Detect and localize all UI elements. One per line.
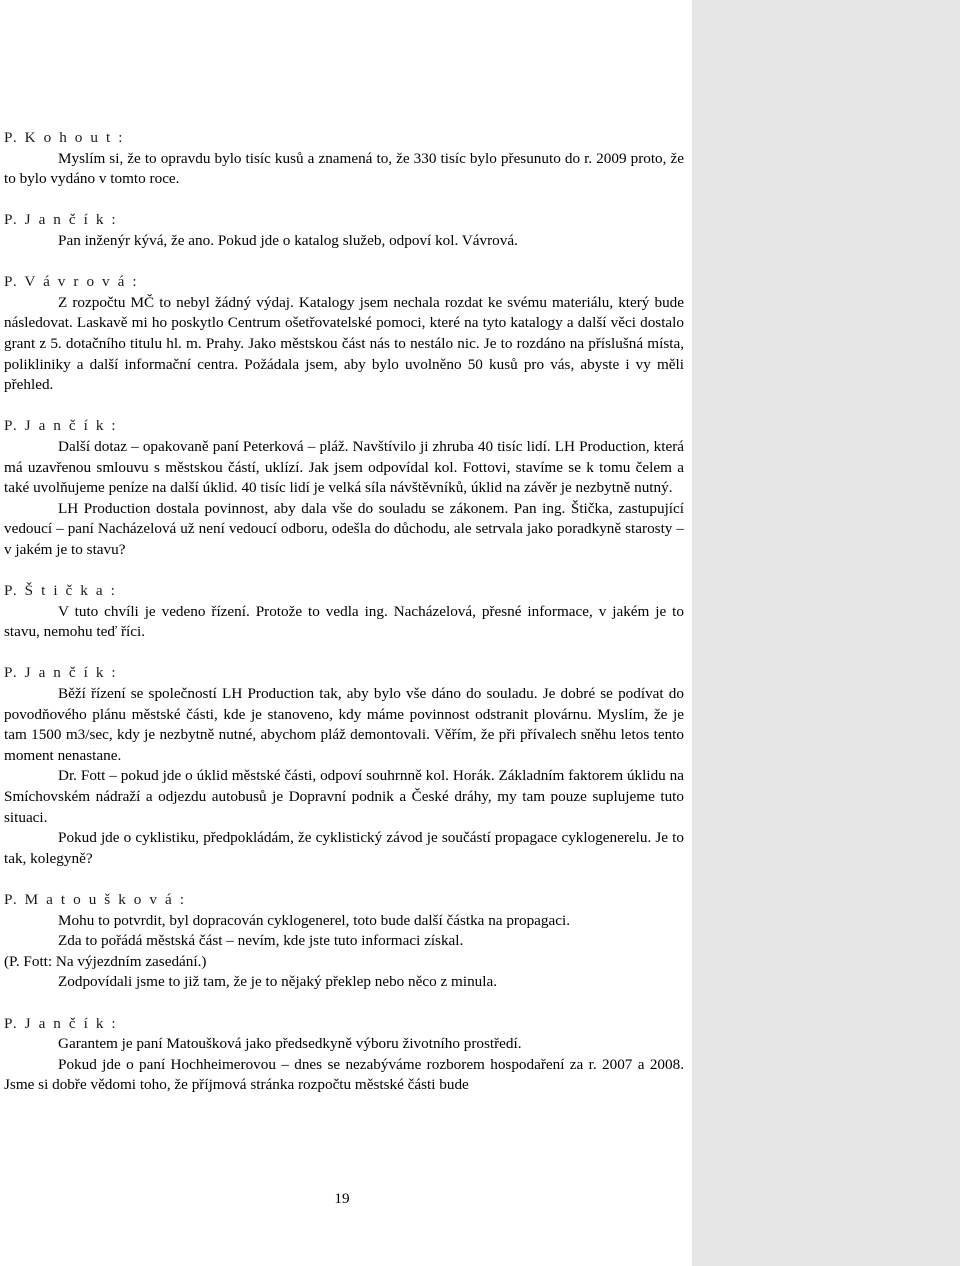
speech-block (4, 416, 684, 560)
speaker-name: P. J a n č í k : (4, 417, 118, 435)
speaker-name: P. K o h o u t : (4, 129, 125, 146)
speech-block (4, 890, 684, 993)
speaker-name: P. J a n č í k : (4, 664, 118, 682)
speech-block (4, 1014, 684, 1096)
comment-margin (692, 0, 960, 1266)
speech-paragraph: Pokud jde o paní Hochheimerovou – dnes se nezabýváme rozborem hospodaření za r. 2007 a 2008. Jsme si dobře vědomi toho, že příjmová stránka rozpočtu městské části bude (4, 1055, 684, 1094)
speech-paragraph: Mohu to potvrdit, byl dopracován cyklogenerel, toto bude další částka na propagaci. (58, 911, 571, 929)
page-number: 19 (334, 1190, 350, 1207)
speaker-name: P. J a n č í k : (4, 1014, 118, 1032)
speech-paragraph: Zda to pořádá městská část – nevím, kde jste tuto informaci získal. (58, 932, 464, 950)
speech-paragraph: Dr. Fott – pokud jde o úklid městské části, odpoví souhrnně kol. Horák. Základním faktorem úklidu na Smíchovském nádraží a odjezdu autobusů je Dopravní podnik a České dráhy, my tam pouze suplujeme tuto situaci. (4, 767, 684, 826)
speech-block (4, 663, 684, 869)
speech-paragraph: Pan inženýr kývá, že ano. Pokud jde o katalog služeb, odpoví kol. Vávrová. (58, 231, 518, 249)
speaker-name: P. J a n č í k : (4, 211, 118, 229)
speech-paragraph: Myslím si, že to opravdu bylo tisíc kusů a znamená to, že 330 tisíc bylo přesunuto do r. 2009 proto, že to bylo vydáno v tomto roce. (4, 149, 684, 188)
speaker-name: P. V á v r o v á : (4, 273, 139, 291)
speech-paragraph: LH Production dostala povinnost, aby dala vše do souladu se zákonem. Pan ing. Štička, zastupující vedoucí – paní Nacházelová už není vedoucí odboru, odešla do důchodu, ale setrvala jako poradkyně starosty – v jakém je to stavu? (4, 499, 684, 558)
speech-block (4, 128, 684, 190)
speech-paragraph: Běží řízení se společností LH Production tak, aby bylo vše dáno do souladu. Je dobré se podívat do povodňového plánu městské části, kde je stanoveno, kdy máme povinnost odstranit plovárnu. Myslím, že je tam 1500 m3/sec, kdy je nezbytně nutné, abychom pláž demontovali. Věřím, že při přívalech sněhu letos tento moment nenastane. (4, 685, 684, 764)
speech-block (4, 272, 684, 396)
speech-paragraph: Z rozpočtu MČ to nebyl žádný výdaj. Katalogy jsem nechala rozdat ke svému materiálu, který bude následovat. Laskavě mi ho poskytlo Centrum ošetřovatelské pomoci, které na tyto katalogy a další věci dostalo grant z 5. dotačního titulu hl. m. Prahy. Jako městskou část nás to nestálo nic. Je to rozdáno na příslušná místa, polikliniky a další informační centra. Požádala jsem, aby bylo uvolněno 50 kusů pro vás, abyste i vy měli přehled. (4, 293, 684, 394)
speech-paragraph: Pokud jde o cyklistiku, předpokládám, že cyklistický závod je součástí propagace cyklogenerelu. Je to tak, kolegyně? (4, 829, 684, 867)
speech-paragraph: V tuto chvíli je vedeno řízení. Protože to vedla ing. Nacházelová, přesné informace, v jakém je to stavu, nemohu teď říci. (4, 602, 684, 641)
speaker-name: P. M a t o u š k o v á : (4, 890, 187, 908)
speech-paragraph: Garantem je paní Matoušková jako předsedkyně výboru životního prostředí. (58, 1035, 522, 1053)
speech-block (4, 581, 684, 643)
speaker-name: P. Š t i č k a : (4, 582, 117, 600)
document-body (4, 128, 684, 1117)
speech-block (4, 210, 684, 251)
interjection-note: (P. Fott: Na výjezdním zasedání.) (4, 952, 207, 970)
speech-paragraph: Zodpovídali jsme to již tam, že je to nějaký překlep nebo něco z minula. (58, 973, 498, 991)
speech-paragraph: Další dotaz – opakovaně paní Peterková – pláž. Navštívilo ji zhruba 40 tisíc lidí. LH Production, která má uzavřenou smlouvu s městskou částí, uklízí. Jak jsem odpovídal kol. Fottovi, stavíme se k tomu čelem a také uvolňujeme peníze na další úklid. 40 tisíc lidí je velká síla návštěvníků, úklid na závěr je nezbytně nutný. (4, 437, 684, 497)
